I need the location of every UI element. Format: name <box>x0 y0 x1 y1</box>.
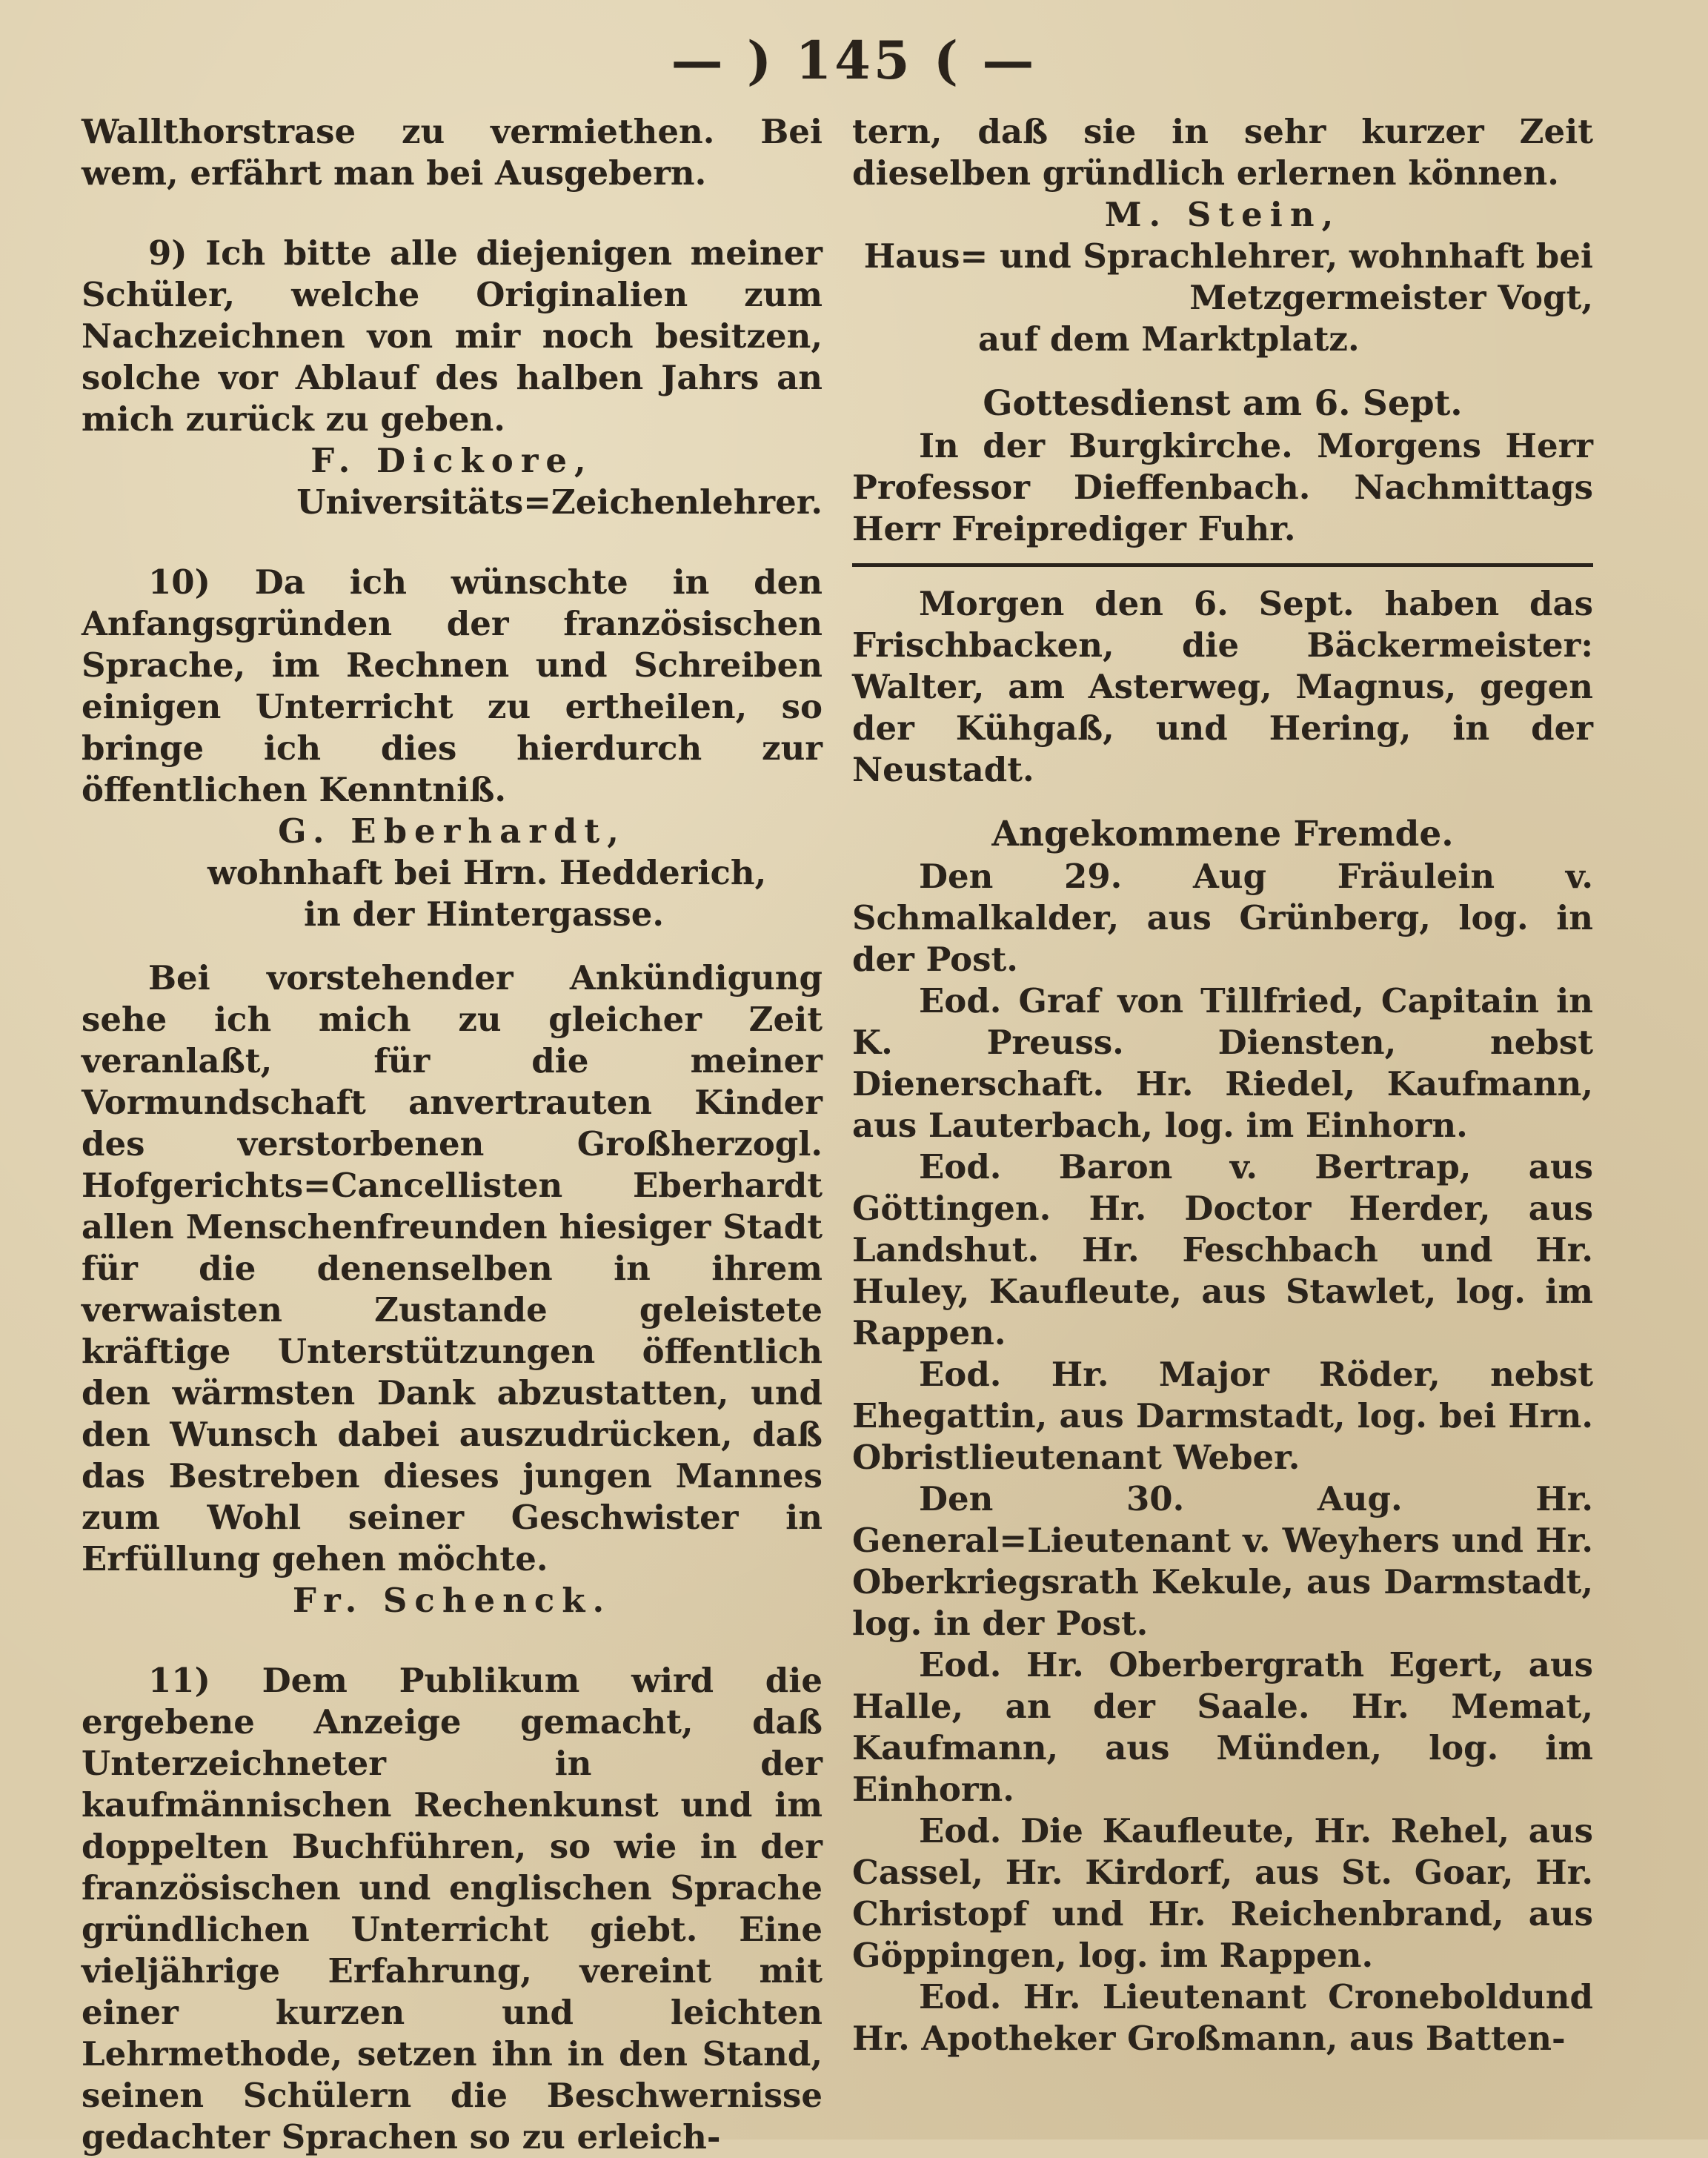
fremde-heading: Angekommene Fremde. <box>991 814 1454 854</box>
notice-9-signature-name: F. Dickore, <box>310 441 594 480</box>
left-column <box>82 111 823 2158</box>
gottesdienst-text: In der Burgkirche. Morgens Herr Professor Dieffenbach. Nachmittags Herr Freiprediger Fuhr. <box>852 426 1593 548</box>
fremde-entry: Eod. Graf von Tillfried, Capitain in K. Preuss. Diensten, nebst Dienerschaft. Hr. Riedel, Kaufmann, aus Lauterbach, log. im Einhorn. <box>852 981 1593 1145</box>
notice-10-signature-address-1: wohnhaft bei Hrn. Hedderich, <box>207 853 767 892</box>
notice-11-signature-line-2: auf dem Marktplatz. <box>978 319 1360 359</box>
notice-11-signature-line-1: Haus= und Sprachlehrer, wohnhaft bei Metzgermeister Vogt, <box>863 236 1593 317</box>
notice-10-signature-name: G. Eberhardt, <box>278 811 626 851</box>
gottesdienst-heading: Gottesdienst am 6. Sept. <box>983 383 1463 424</box>
notice-10-signature-address-2: in der Hintergasse. <box>304 894 664 934</box>
fremde-entry: Eod. Hr. Lieutenant Croneboldund Hr. Apotheker Großmann, aus Batten- <box>852 1977 1593 2058</box>
notice-10-addendum-signature: Fr. Schenck. <box>292 1581 612 1620</box>
fremde-entry: Den 30. Aug. Hr. General=Lieutenant v. Weyhers und Hr. Oberkriegsrath Kekule, aus Darmstadt, log. in der Post. <box>852 1479 1593 1643</box>
right-column <box>852 111 1593 2059</box>
fremde-entry: Eod. Die Kaufleute, Hr. Rehel, aus Cassel, Hr. Kirdorf, aus St. Goar, Hr. Christopf und Hr. Reichenbrand, aus Göppingen, log. im Rappen. <box>852 1811 1593 1975</box>
fremde-entry: Eod. Hr. Oberbergrath Egert, aus Halle, an der Saale. Hr. Memat, Kaufmann, aus Münden, log. im Einhorn. <box>852 1645 1593 1809</box>
fremde-entry: Eod. Baron v. Bertrap, aus Göttingen. Hr. Doctor Herder, aus Landshut. Hr. Feschbach und Hr. Huley, Kaufleute, aus Stawlet, log. im Rappen. <box>852 1147 1593 1352</box>
notice-10: 10) Da ich wünschte in den Anfangsgründen der französischen Sprache, im Rechnen und Schreiben einigen Unterricht zu ertheilen, so bringe ich dies hierdurch zur öffentlichen Kenntniß. <box>82 562 823 809</box>
notice-11: 11) Dem Publikum wird die ergebene Anzeige gemacht, daß Unterzeichneter in der kaufmännischen Rechenkunst und im doppelten Buchführen, so wie in der französischen und englischen Sprache gründlichen Unterricht giebt. Eine vieljährige Erfahrung, vereint mit einer kurzen und leichten Lehrmethode, setzen ihn in den Stand, seinen Schülern die Beschwernisse gedachter Sprachen so zu erleich- <box>82 1661 823 2157</box>
page-number: — ) 145 ( — <box>671 30 1037 91</box>
fremde-entry: Eod. Hr. Major Röder, nebst Ehegattin, aus Darmstadt, log. bei Hrn. Obristlieutenant Weber. <box>852 1355 1593 1477</box>
fremde-entry: Den 29. Aug Fräulein v. Schmalkalder, aus Grünberg, log. in der Post. <box>852 857 1593 979</box>
notice-11-signature-name: M. Stein, <box>1104 195 1341 234</box>
notice-9: 9) Ich bitte alle diejenigen meiner Schüler, welche Originalien zum Nachzeichnen von mir noch besitzen, solche vor Ablauf des halben Jahrs an mich zurück zu geben. <box>82 233 823 439</box>
baecker-notice: Morgen den 6. Sept. haben das Frischbacken, die Bäckermeister: Walter, am Asterweg, Magnus, gegen der Kühgaß, und Hering, in der Neustadt. <box>852 584 1593 789</box>
notice-10-addendum: Bei vorstehender Ankündigung sehe ich mich zu gleicher Zeit veranlaßt, für die meiner Vormundschaft anvertrauten Kinder des verstorbenen Großherzogl. Hofgerichts=Cancellisten Eberhardt allen Menschenfreunden hiesiger Stadt für die denenselben in ihrem verwaisten Zustande geleistete kräftige Unterstützungen öffentlich den wärmsten Dank abzustatten, und den Wunsch dabei auszudrücken, daß das Bestreben dieses jungen Mannes zum Wohl seiner Geschwister in Erfüllung gehen möchte. <box>82 958 823 1578</box>
notice-9-signature-title: Universitäts=Zeichenlehrer. <box>296 482 823 522</box>
section-divider <box>852 563 1593 567</box>
notice-11-continuation: tern, daß sie in sehr kurzer Zeit dieselben gründlich erlernen können. <box>852 112 1593 193</box>
notice-continuation: Wallthorstrase zu vermiethen. Bei wem, erfährt man bei Ausgebern. <box>82 112 823 193</box>
